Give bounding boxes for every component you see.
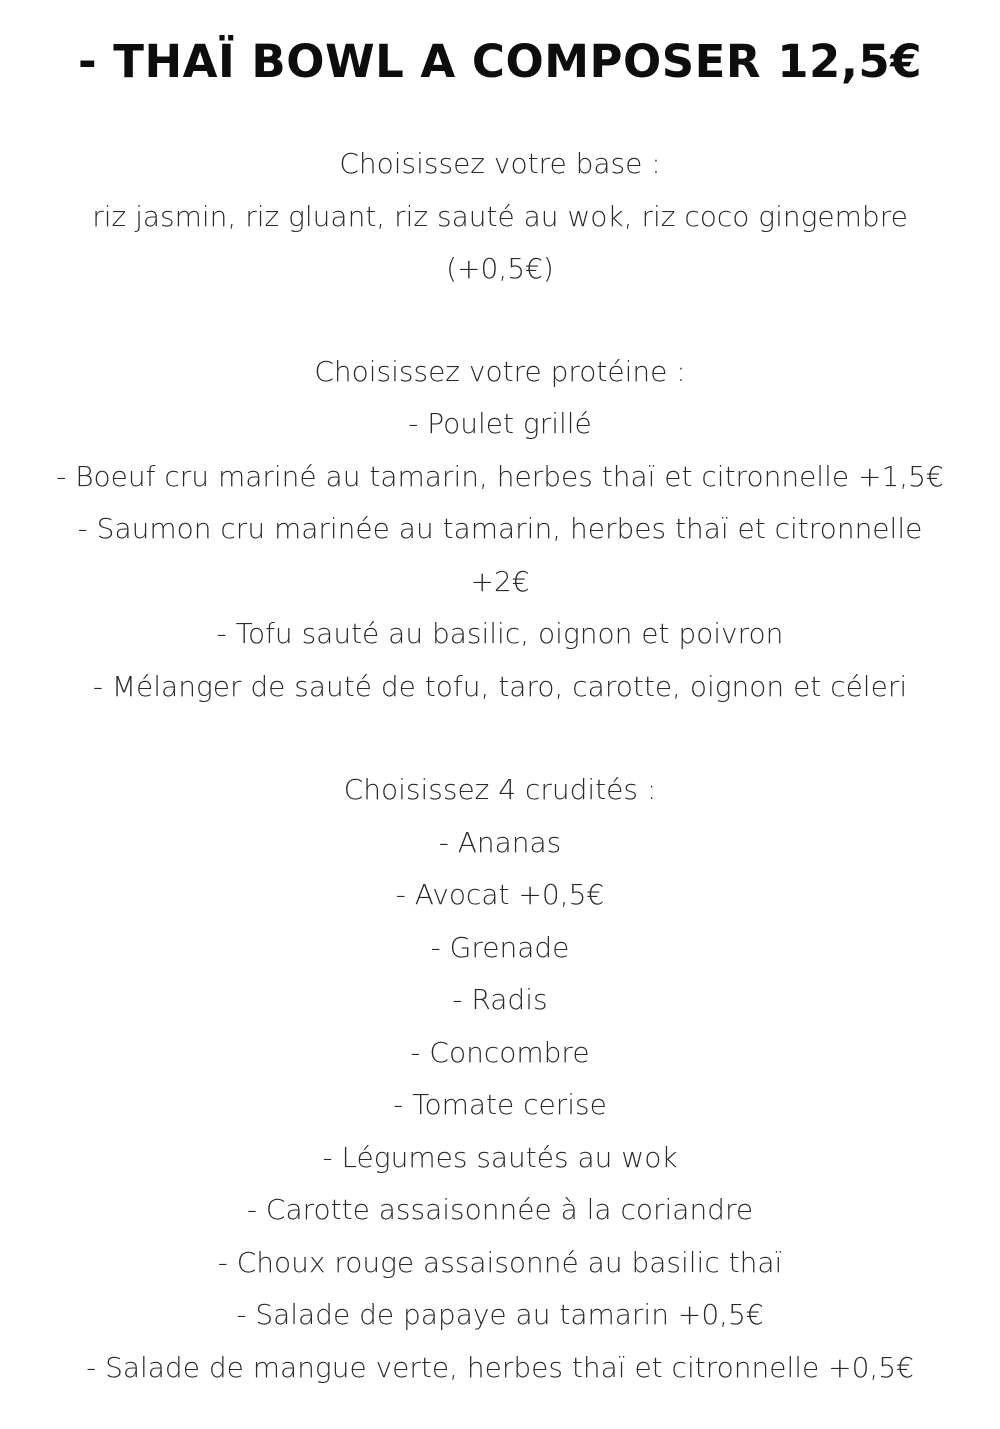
protein-item-saumon: - Saumon cru marinée au tamarin, herbes thaï et citronnelle — [77, 512, 923, 545]
protein-item-poulet: - Poulet grillé — [408, 407, 592, 440]
menu-title: - THAÏ BOWL A COMPOSER 12,5€ — [77, 35, 923, 88]
crudite-item-tomate: - Tomate cerise — [393, 1088, 607, 1121]
crudite-item-grenade: - Grenade — [430, 930, 570, 964]
protein-item-boeuf: - Boeuf cru mariné au tamarin, herbes thaï et citronnelle +1,5€ — [56, 459, 944, 493]
crudite-item-concombre: - Concombre — [410, 1035, 590, 1069]
crudite-item-choux: - Choux rouge assaisonné au basilic thaï — [217, 1245, 783, 1279]
base-section — [0, 138, 1000, 296]
crudite-item-mangue: - Salade de mangue verte, herbes thaï et citronnelle +0,5€ — [86, 1350, 914, 1384]
crudites-section — [0, 764, 1000, 1394]
crudite-item-avocat: - Avocat +0,5€ — [395, 878, 605, 911]
crudite-item-papaye: - Salade de papaye au tamarin +0,5€ — [236, 1298, 764, 1331]
base-options: riz jasmin, riz gluant, riz sauté au wok, riz coco gingembre — [92, 199, 908, 233]
crudite-item-legumes: - Légumes sautés au wok — [322, 1140, 678, 1174]
base-options-supplement: (+0,5€) — [446, 252, 554, 285]
protein-item-saumon-price: +2€ — [470, 564, 530, 598]
crudites-heading: Choisissez 4 crudités : — [343, 773, 657, 806]
crudite-item-radis: - Radis — [452, 983, 548, 1016]
protein-heading: Choisissez votre protéine : — [314, 354, 686, 388]
crudite-item-ananas: - Ananas — [438, 825, 562, 859]
crudite-item-carotte: - Carotte assaisonnée à la coriandre — [246, 1193, 754, 1226]
protein-item-tofu: - Tofu sauté au basilic, oignon et poivron — [216, 617, 784, 650]
base-heading: Choisissez votre base : — [339, 147, 661, 180]
protein-item-melange: - Mélanger de sauté de tofu, taro, carotte, oignon et céleri — [92, 669, 908, 703]
protein-section — [0, 346, 1000, 714]
